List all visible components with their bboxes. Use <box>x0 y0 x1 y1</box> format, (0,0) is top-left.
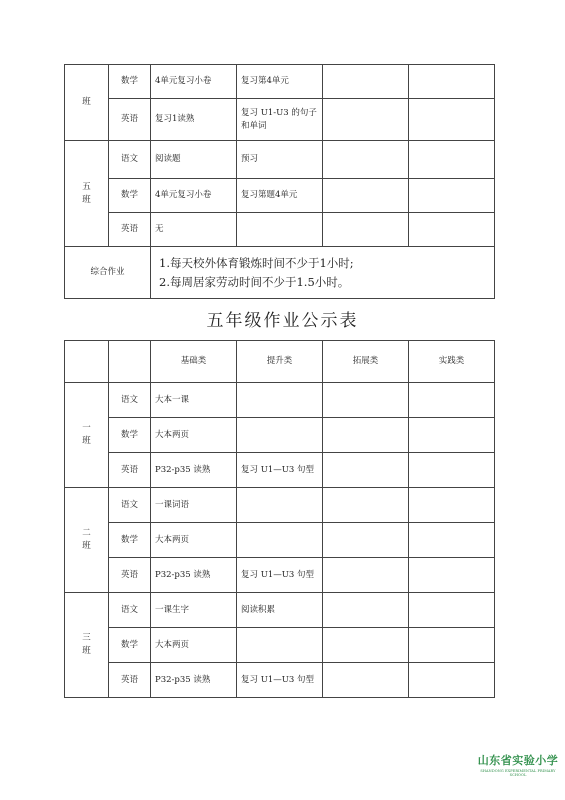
class-label-char: 班 <box>82 541 91 551</box>
subject-cell: 语文 <box>109 593 151 628</box>
practice-cell <box>409 628 495 663</box>
practice-cell <box>409 558 495 593</box>
subject-cell: 英语 <box>109 453 151 488</box>
school-logo-english: SHANDONG EXPERIMENTAL PRIMARY SCHOOL <box>480 769 556 777</box>
school-logo-name: 山东省实验小学 <box>477 754 559 767</box>
basic-cell: 一课词语 <box>151 488 237 523</box>
improve-cell <box>237 383 323 418</box>
improve-cell <box>237 418 323 453</box>
basic-cell: 复习1读熟 <box>151 99 237 141</box>
grade5-homework-table <box>64 340 495 698</box>
improve-cell: 复习 U1—U3 句型 <box>237 558 323 593</box>
class-label-cell <box>65 383 109 488</box>
improve-cell: 复习第4单元 <box>237 65 323 99</box>
header-cell: 实践类 <box>409 341 495 383</box>
practice-cell <box>409 65 495 99</box>
subject-cell: 语文 <box>109 141 151 179</box>
homework-table-continued <box>64 64 495 299</box>
subject-cell: 英语 <box>109 558 151 593</box>
improve-cell <box>237 488 323 523</box>
table-row <box>65 453 495 488</box>
expand-cell <box>323 523 409 558</box>
page-title: 五年级作业公示表 <box>206 311 359 331</box>
comprehensive-label: 综合作业 <box>65 247 151 299</box>
subject-cell: 语文 <box>109 488 151 523</box>
class-label-char: 班 <box>82 646 91 656</box>
practice-cell <box>409 418 495 453</box>
basic-cell: 4单元复习小卷 <box>151 179 237 213</box>
improve-cell: 复习 U1—U3 句型 <box>237 663 323 698</box>
class-label-char: 班 <box>82 436 91 446</box>
basic-cell: 阅读题 <box>151 141 237 179</box>
header-cell: 提升类 <box>237 341 323 383</box>
expand-cell <box>323 628 409 663</box>
class-label-char: 二 <box>82 528 91 539</box>
subject-cell: 数学 <box>109 65 151 99</box>
improve-cell: 复习第题4单元 <box>237 179 323 213</box>
subject-cell: 英语 <box>109 99 151 141</box>
comprehensive-content <box>151 247 495 299</box>
table-row <box>65 99 495 141</box>
table-row <box>65 141 495 179</box>
class-label-char: 班 <box>82 194 91 205</box>
table-row <box>65 213 495 247</box>
table-row <box>65 628 495 663</box>
comprehensive-line: 1.每天校外体育锻炼时间不少于1小时; <box>159 256 354 271</box>
subject-cell: 数学 <box>109 523 151 558</box>
practice-cell <box>409 523 495 558</box>
basic-cell: 大本两页 <box>151 418 237 453</box>
school-logo <box>474 752 562 777</box>
table-row <box>65 179 495 213</box>
table-row <box>65 65 495 99</box>
expand-cell <box>323 418 409 453</box>
expand-cell <box>323 99 409 141</box>
expand-cell <box>323 383 409 418</box>
subject-cell: 英语 <box>109 663 151 698</box>
expand-cell <box>323 453 409 488</box>
practice-cell <box>409 488 495 523</box>
practice-cell <box>409 453 495 488</box>
table-row <box>65 383 495 418</box>
class-label-char: 三 <box>82 633 91 644</box>
header-cell <box>65 341 109 383</box>
header-cell: 拓展类 <box>323 341 409 383</box>
practice-cell <box>409 141 495 179</box>
class-label-cell <box>65 141 109 247</box>
basic-cell: P32-p35 读熟 <box>151 558 237 593</box>
practice-cell <box>409 383 495 418</box>
class-label-cell <box>65 593 109 698</box>
improve-cell: 阅读积累 <box>237 593 323 628</box>
expand-cell <box>323 213 409 247</box>
improve-cell: 复习 U1—U3 句型 <box>237 453 323 488</box>
class-label-char: 一 <box>82 423 91 434</box>
expand-cell <box>323 593 409 628</box>
basic-cell: 4单元复习小卷 <box>151 65 237 99</box>
table-row <box>65 593 495 628</box>
improve-cell <box>237 628 323 663</box>
basic-cell: 大本一课 <box>151 383 237 418</box>
basic-cell: P32-p35 读熟 <box>151 663 237 698</box>
basic-cell: 一课生字 <box>151 593 237 628</box>
subject-cell: 英语 <box>109 213 151 247</box>
practice-cell <box>409 179 495 213</box>
basic-cell: P32-p35 读熟 <box>151 453 237 488</box>
subject-cell: 数学 <box>109 179 151 213</box>
basic-cell: 大本两页 <box>151 523 237 558</box>
subject-cell: 数学 <box>109 418 151 453</box>
table-row <box>65 558 495 593</box>
basic-cell: 大本两页 <box>151 628 237 663</box>
practice-cell <box>409 593 495 628</box>
table-row <box>65 418 495 453</box>
header-cell <box>109 341 151 383</box>
expand-cell <box>323 663 409 698</box>
practice-cell <box>409 99 495 141</box>
comprehensive-line: 2.每周居家劳动时间不少于1.5小时。 <box>159 274 350 289</box>
class-label-cell <box>65 65 109 141</box>
expand-cell <box>323 65 409 99</box>
practice-cell <box>409 213 495 247</box>
table-row <box>65 488 495 523</box>
basic-cell: 无 <box>151 213 237 247</box>
comprehensive-row <box>65 247 495 299</box>
expand-cell <box>323 179 409 213</box>
improve-cell <box>237 523 323 558</box>
subject-cell: 语文 <box>109 383 151 418</box>
improve-cell <box>237 213 323 247</box>
subject-cell: 数学 <box>109 628 151 663</box>
class-label-char: 班 <box>82 97 91 108</box>
improve-cell: 预习 <box>237 141 323 179</box>
header-cell: 基础类 <box>151 341 237 383</box>
table-row <box>65 663 495 698</box>
header-row <box>65 341 495 383</box>
class-label-cell <box>65 488 109 593</box>
expand-cell <box>323 141 409 179</box>
expand-cell <box>323 558 409 593</box>
improve-cell: 复习 U1-U3 的句子和单词 <box>237 99 323 141</box>
table-row <box>65 523 495 558</box>
practice-cell <box>409 663 495 698</box>
class-label-char: 五 <box>82 181 91 192</box>
expand-cell <box>323 488 409 523</box>
